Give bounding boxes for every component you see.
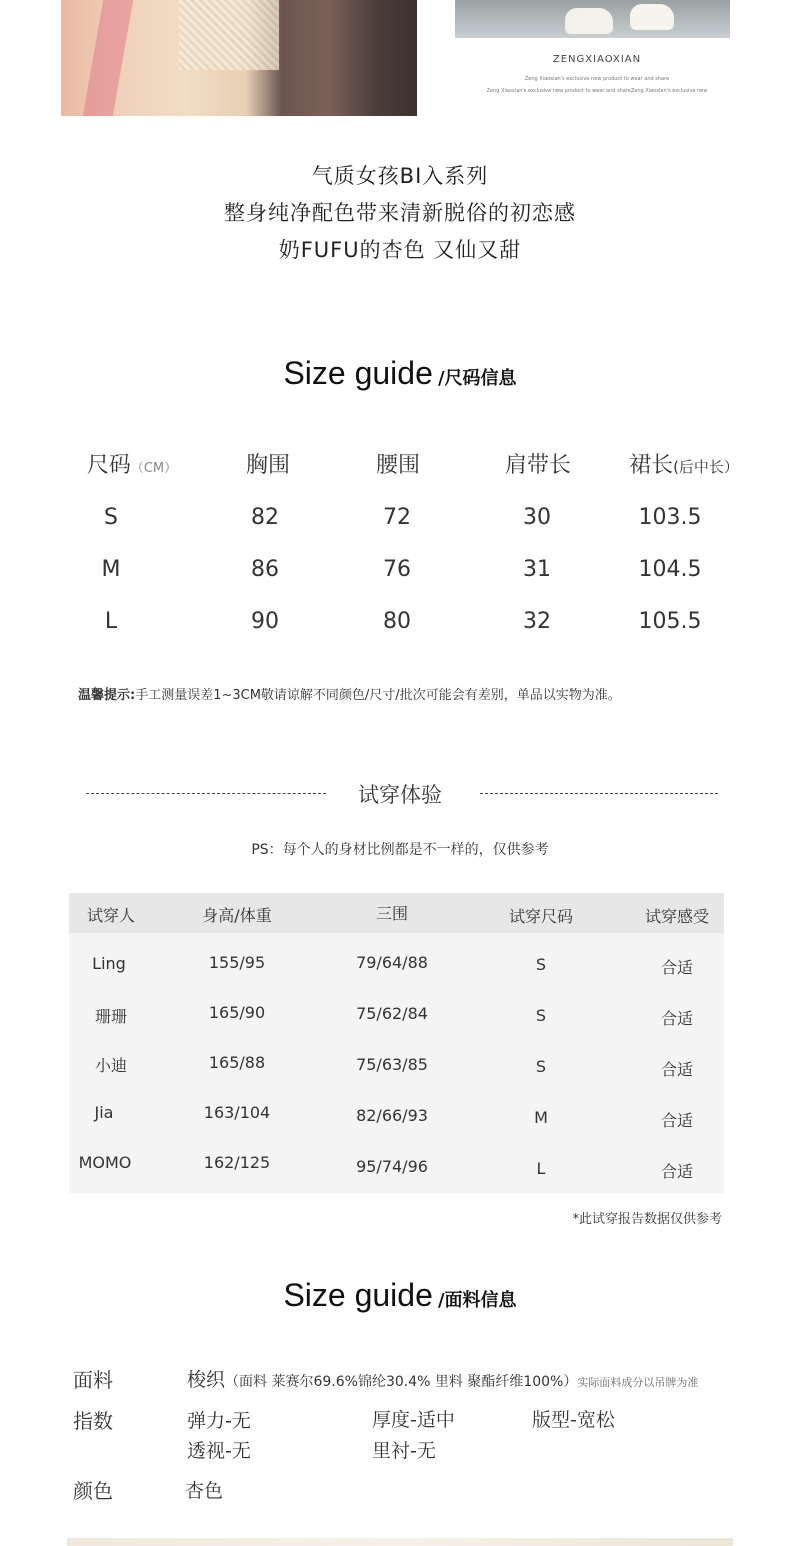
brand-name: ZENGXIAOXIAN: [552, 54, 642, 65]
color-label: 颜色: [73, 1479, 113, 1503]
header-tester: 试穿人: [86, 906, 136, 925]
bust-cell: 86: [251, 557, 279, 582]
tried-size: L: [536, 1159, 546, 1178]
measurements: 79/64/88: [356, 953, 428, 972]
measurements: 82/66/93: [356, 1106, 428, 1125]
try-on-title: 试穿体验: [358, 783, 442, 807]
skirt-cell: 104.5: [638, 557, 702, 582]
index-label: 指数: [73, 1409, 113, 1433]
measurements: 95/74/96: [356, 1157, 428, 1176]
fit-feel: 合适: [660, 1111, 694, 1130]
photo-shoe: [630, 4, 674, 30]
tried-size: M: [534, 1108, 548, 1127]
size-header: [87, 448, 177, 479]
intro-line: 气质女孩BI入系列: [311, 164, 489, 188]
intro-line: 奶FUFU的杏色 又仙又甜: [278, 238, 522, 262]
header-measurements: 三围: [375, 904, 409, 923]
photo-shoe: [565, 8, 613, 34]
elasticity: 弹力-无: [187, 1410, 251, 1432]
tester-name: Ling: [92, 954, 126, 973]
tester-name: Jia: [94, 1103, 114, 1122]
height-weight: 163/104: [203, 1103, 271, 1122]
skirt-header-note: (后中长）: [673, 458, 739, 476]
product-photo-right: [455, 0, 730, 38]
size-cell: S: [104, 505, 118, 530]
tried-size: S: [535, 1057, 547, 1076]
tip-label: 温馨提示:: [78, 688, 136, 703]
bust-header: 胸围: [245, 453, 291, 478]
next-photo-edge: [67, 1538, 733, 1546]
lining: 里衬-无: [372, 1440, 436, 1462]
size-cell: M: [101, 557, 121, 582]
height-weight: 162/125: [203, 1153, 271, 1172]
material-value: [187, 1365, 698, 1392]
try-on-table: [69, 893, 724, 1193]
size-guide-title: [0, 355, 800, 392]
tried-size: S: [535, 1006, 547, 1025]
material-main: 梭织: [187, 1369, 226, 1391]
fabric-title-cn: /面料信息: [437, 1290, 517, 1311]
size-cell: L: [104, 609, 118, 634]
header-size: 试穿尺码: [508, 907, 574, 926]
height-weight: 165/90: [208, 1003, 266, 1022]
material-detail: （面料 莱赛尔69.6%锦纶30.4% 里料 聚酯纤维100%）: [225, 1374, 578, 1390]
material-note: 实际面料成分以吊牌为准: [577, 1376, 699, 1389]
strap-header: 肩带长: [504, 453, 572, 478]
skirt-header: [629, 448, 739, 479]
product-photo-left: [61, 0, 417, 116]
try-on-note: *此试穿报告数据仅供参考: [572, 1212, 722, 1227]
fit-feel: 合适: [660, 1060, 694, 1079]
size-tip: [78, 684, 621, 703]
skirt-header-label: 裙长: [629, 453, 674, 478]
fit-feel: 合适: [660, 958, 694, 977]
sheerness: 透视-无: [187, 1440, 251, 1462]
waist-header: 腰围: [375, 453, 421, 478]
color-value: 杏色: [185, 1480, 224, 1502]
thickness: 厚度-适中: [372, 1409, 455, 1431]
tried-size: S: [535, 955, 547, 974]
size-guide-title-en: Size guide: [283, 355, 433, 391]
fabric-title-en: Size guide: [283, 1277, 433, 1313]
brand-tagline: Zeng Xiaoxian's exclusive new product to wear and share: [524, 76, 670, 82]
photo-strap: [83, 0, 133, 116]
fit-feel: 合适: [660, 1009, 694, 1028]
size-guide-title-cn: /尺码信息: [437, 368, 517, 389]
tip-text: 手工测量误差1~3CM敬请谅解不同颜色/尺寸/批次可能会有差别，单品以实物为准。: [135, 688, 621, 703]
fit-feel: 合适: [660, 1162, 694, 1181]
waist-cell: 76: [383, 557, 411, 582]
fabric-title: [0, 1277, 800, 1314]
tester-name: 小迪: [94, 1056, 128, 1075]
header-feel: 试穿感受: [644, 907, 710, 926]
fit-type: 版型-宽松: [532, 1409, 615, 1431]
intro-line: 整身纯净配色带来清新脱俗的初恋感: [224, 201, 576, 225]
bust-cell: 90: [251, 609, 279, 634]
unit-label: （CM）: [130, 461, 178, 476]
try-on-ps: PS：每个人的身材比例都是不一样的，仅供参考: [251, 842, 549, 858]
photo-lace-detail: [179, 0, 279, 70]
height-weight: 165/88: [208, 1053, 266, 1072]
strap-cell: 30: [523, 505, 551, 530]
tester-name: MOMO: [78, 1153, 132, 1172]
height-weight: 155/95: [208, 953, 266, 972]
bust-cell: 82: [251, 505, 279, 530]
header-height-weight: 身高/体重: [202, 906, 272, 925]
tester-name: 珊珊: [94, 1007, 128, 1026]
skirt-cell: 105.5: [638, 609, 702, 634]
brand-tagline: Zeng Xiaoxian's exclusive new product to wear and shareZeng Xiaoxian's exclusive new: [486, 88, 708, 94]
measurements: 75/63/85: [356, 1055, 428, 1074]
material-label: 面料: [73, 1368, 113, 1392]
measurements: 75/62/84: [356, 1004, 428, 1023]
waist-cell: 72: [383, 505, 411, 530]
strap-cell: 31: [523, 557, 551, 582]
skirt-cell: 103.5: [638, 505, 702, 530]
size-header-label: 尺码: [86, 453, 131, 478]
strap-cell: 32: [523, 609, 551, 634]
waist-cell: 80: [383, 609, 411, 634]
